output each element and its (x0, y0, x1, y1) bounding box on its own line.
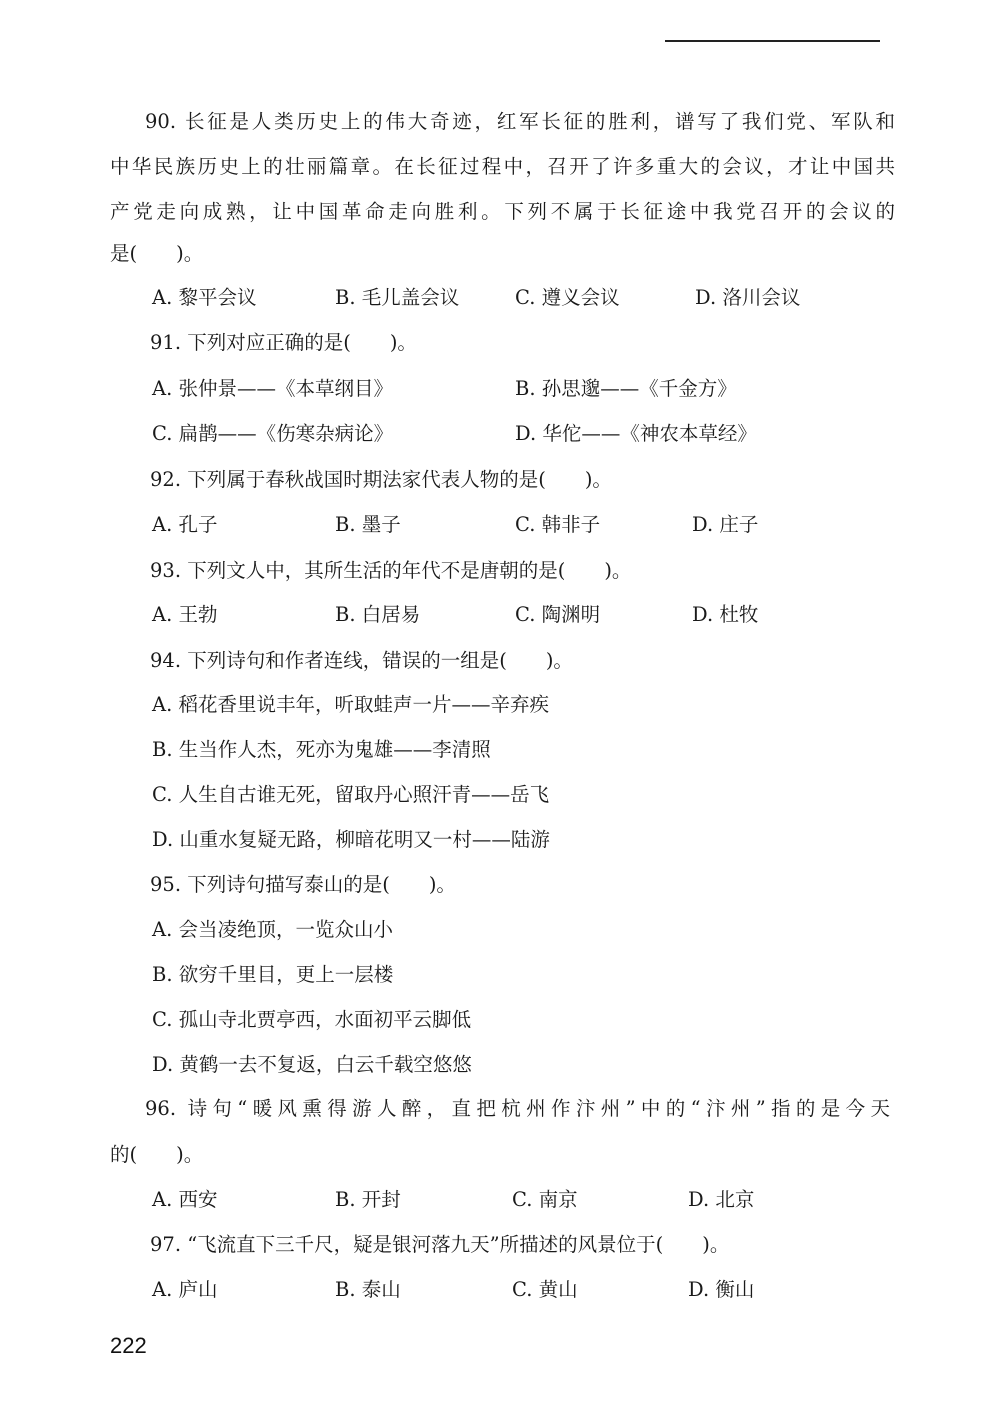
q91-stem: 91. 下列对应正确的是( )。 (150, 331, 417, 354)
q97-stem: 97. “飞流直下三千尺，疑是银河落九天”所描述的风景位于( )。 (150, 1233, 730, 1256)
q94-stem: 94. 下列诗句和作者连线，错误的一组是( )。 (150, 649, 573, 672)
q91-option-c: C. 扁鹊——《伤寒杂病论》 (152, 422, 394, 445)
q90-option-c: C. 遵义会议 (515, 286, 620, 309)
q94-option-c: C. 人生自古谁无死，留取丹心照汗青——岳飞 (152, 783, 550, 806)
q96-option-c: C. 南京 (512, 1188, 578, 1211)
q95-stem: 95. 下列诗句描写泰山的是( )。 (150, 873, 456, 896)
q92-option-b: B. 墨子 (335, 513, 401, 536)
q97-option-c: C. 黄山 (512, 1278, 578, 1301)
header-rule (665, 40, 880, 42)
q93-option-a: A. 王勃 (152, 603, 218, 626)
q90-line-3: 产党走向成熟，让中国革命走向胜利。下列不属于长征途中我党召开的会议的 (110, 200, 895, 223)
q95-option-d: D. 黄鹤一去不复返，白云千载空悠悠 (152, 1053, 472, 1076)
q96-line-1: 96. 诗句“暖风熏得游人醉，直把杭州作汴州”中的“汴州”指的是今天 (145, 1097, 890, 1120)
q96-option-b: B. 开封 (335, 1188, 401, 1211)
q90-line-1: 90. 长征是人类历史上的伟大奇迹，红军长征的胜利，谱写了我们党、军队和 (145, 110, 895, 133)
q90-option-a: A. 黎平会议 (152, 286, 257, 309)
q92-option-a: A. 孔子 (152, 513, 218, 536)
q91-option-d: D. 华佗——《神农本草经》 (515, 422, 757, 445)
q95-option-a: A. 会当凌绝顶，一览众山小 (152, 918, 393, 941)
q94-option-d: D. 山重水复疑无路，柳暗花明又一村——陆游 (152, 828, 550, 851)
q90-line-2: 中华民族历史上的壮丽篇章。在长征过程中，召开了许多重大的会议，才让中国共 (110, 155, 895, 178)
q93-option-b: B. 白居易 (335, 603, 421, 626)
q97-option-d: D. 衡山 (688, 1278, 755, 1301)
q90-line-4: 是( )。 (110, 242, 204, 265)
q94-option-a: A. 稻花香里说丰年，听取蛙声一片——辛弃疾 (152, 693, 549, 716)
q97-option-b: B. 泰山 (335, 1278, 401, 1301)
q96-option-d: D. 北京 (688, 1188, 755, 1211)
page-number: 222 (110, 1333, 147, 1358)
q95-option-b: B. 欲穷千里目，更上一层楼 (152, 963, 394, 986)
q90-option-b: B. 毛儿盖会议 (335, 286, 460, 309)
q91-option-a: A. 张仲景——《本草纲目》 (152, 377, 393, 400)
q93-stem: 93. 下列文人中，其所生活的年代不是唐朝的是( )。 (150, 559, 632, 582)
q92-option-d: D. 庄子 (692, 513, 759, 536)
q93-option-c: C. 陶渊明 (515, 603, 601, 626)
q92-stem: 92. 下列属于春秋战国时期法家代表人物的是( )。 (150, 468, 612, 491)
q93-option-d: D. 杜牧 (692, 603, 759, 626)
q94-option-b: B. 生当作人杰，死亦为鬼雄——李清照 (152, 738, 491, 761)
q90-option-d: D. 洛川会议 (695, 286, 801, 309)
q92-option-c: C. 韩非子 (515, 513, 601, 536)
q97-option-a: A. 庐山 (152, 1278, 218, 1301)
q95-option-c: C. 孤山寺北贾亭西，水面初平云脚低 (152, 1008, 472, 1031)
q96-line-2: 的( )。 (110, 1143, 204, 1166)
q96-option-a: A. 西安 (152, 1188, 218, 1211)
q91-option-b: B. 孙思邈——《千金方》 (515, 377, 737, 400)
